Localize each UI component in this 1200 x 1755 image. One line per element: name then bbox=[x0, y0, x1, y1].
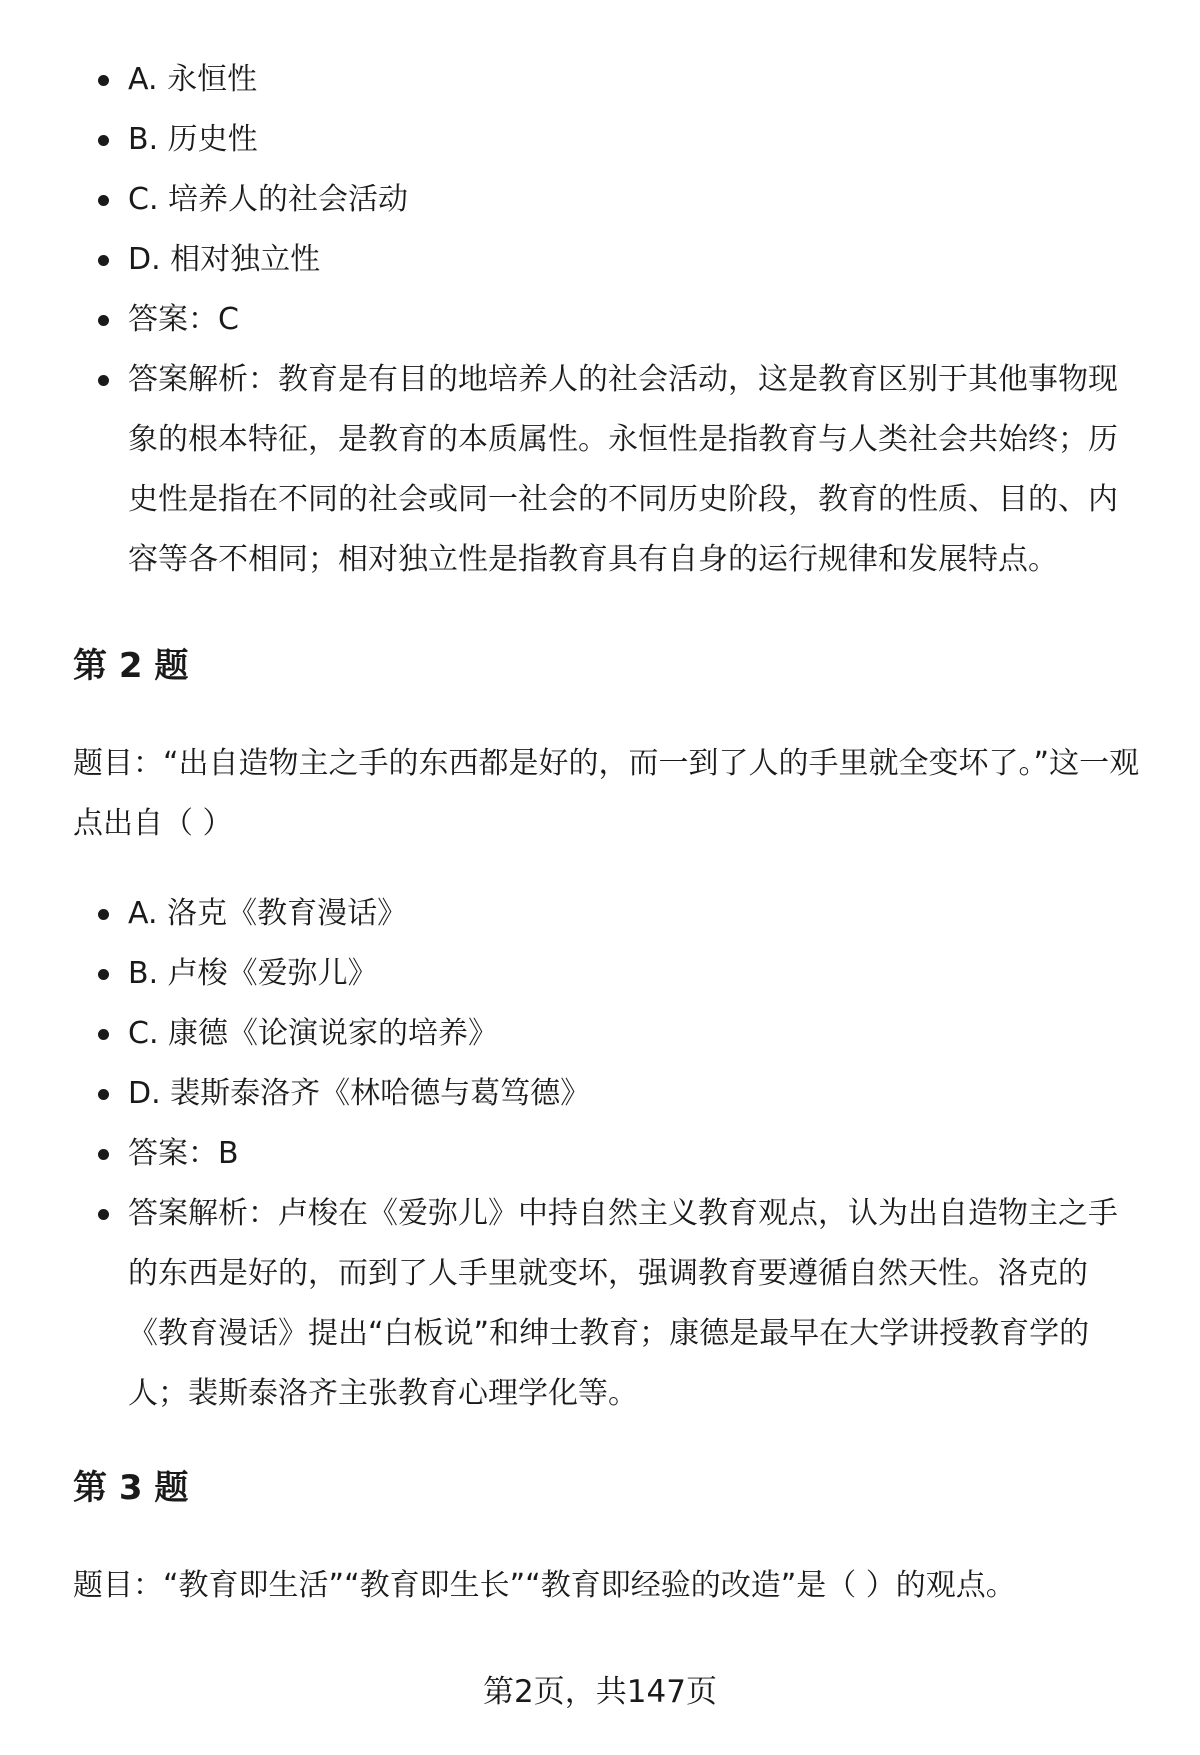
page-number-footer: 第2页，共147页 bbox=[483, 1674, 717, 1710]
bullet-icon bbox=[98, 315, 109, 326]
q2-option-b: B. 卢梭《爱弥儿》 bbox=[128, 956, 378, 991]
q1-option-b: B. 历史性 bbox=[128, 122, 258, 157]
q1-option-list bbox=[0, 50, 1200, 590]
q2-option-a: A. 洛克《教育漫话》 bbox=[128, 896, 408, 931]
list-item bbox=[0, 1184, 1200, 1424]
q1-option-d: D. 相对独立性 bbox=[128, 242, 321, 277]
q2-option-list bbox=[0, 884, 1200, 1424]
q2-option-d: D. 裴斯泰洛齐《林哈德与葛笃德》 bbox=[128, 1076, 591, 1111]
list-item bbox=[0, 1004, 1200, 1064]
bullet-icon bbox=[98, 75, 109, 86]
q2-question: 题目：“出自造物主之手的东西都是好的，而一到了人的手里就全变坏了。”这一观点出自（ ） bbox=[73, 746, 1140, 841]
list-item bbox=[0, 170, 1200, 230]
bullet-icon bbox=[98, 135, 109, 146]
list-item bbox=[0, 1124, 1200, 1184]
bullet-icon bbox=[98, 375, 109, 386]
q2-heading: 第 2 题 bbox=[73, 646, 189, 686]
q3-heading: 第 3 题 bbox=[73, 1468, 189, 1508]
bullet-icon bbox=[98, 969, 109, 980]
list-item bbox=[0, 1064, 1200, 1124]
q2-option-c: C. 康德《论演说家的培养》 bbox=[128, 1016, 499, 1051]
bullet-icon bbox=[98, 1209, 109, 1220]
list-item bbox=[0, 290, 1200, 350]
bullet-icon bbox=[98, 1089, 109, 1100]
q2-answer: 答案：B bbox=[128, 1136, 239, 1171]
list-item bbox=[0, 50, 1200, 110]
bullet-icon bbox=[98, 195, 109, 206]
q2-analysis: 答案解析：卢梭在《爱弥儿》中持自然主义教育观点，认为出自造物主之手的东西是好的，而到了人手里就变坏，强调教育要遵循自然天性。洛克的《教育漫话》提出“白板说”和绅士教育；康德是最早在大学讲授教育学的人；裴斯泰洛齐主张教育心理学化等。 bbox=[128, 1196, 1118, 1411]
list-item bbox=[0, 944, 1200, 1004]
list-item bbox=[0, 110, 1200, 170]
q3-question: 题目：“教育即生活”“教育即生长”“教育即经验的改造”是（ ）的观点。 bbox=[73, 1568, 1016, 1603]
q1-answer: 答案：C bbox=[128, 302, 239, 337]
bullet-icon bbox=[98, 255, 109, 266]
bullet-icon bbox=[98, 1029, 109, 1040]
q1-option-c: C. 培养人的社会活动 bbox=[128, 182, 409, 217]
list-item bbox=[0, 230, 1200, 290]
list-item bbox=[0, 884, 1200, 944]
bullet-icon bbox=[98, 909, 109, 920]
q1-analysis: 答案解析：教育是有目的地培养人的社会活动，这是教育区别于其他事物现象的根本特征，是教育的本质属性。永恒性是指教育与人类社会共始终；历史性是指在不同的社会或同一社会的不同历史阶段，教育的性质、目的、内容等各不相同；相对独立性是指教育具有自身的运行规律和发展特点。 bbox=[128, 362, 1118, 577]
q1-option-a: A. 永恒性 bbox=[128, 62, 258, 97]
bullet-icon bbox=[98, 1149, 109, 1160]
list-item bbox=[0, 350, 1200, 590]
